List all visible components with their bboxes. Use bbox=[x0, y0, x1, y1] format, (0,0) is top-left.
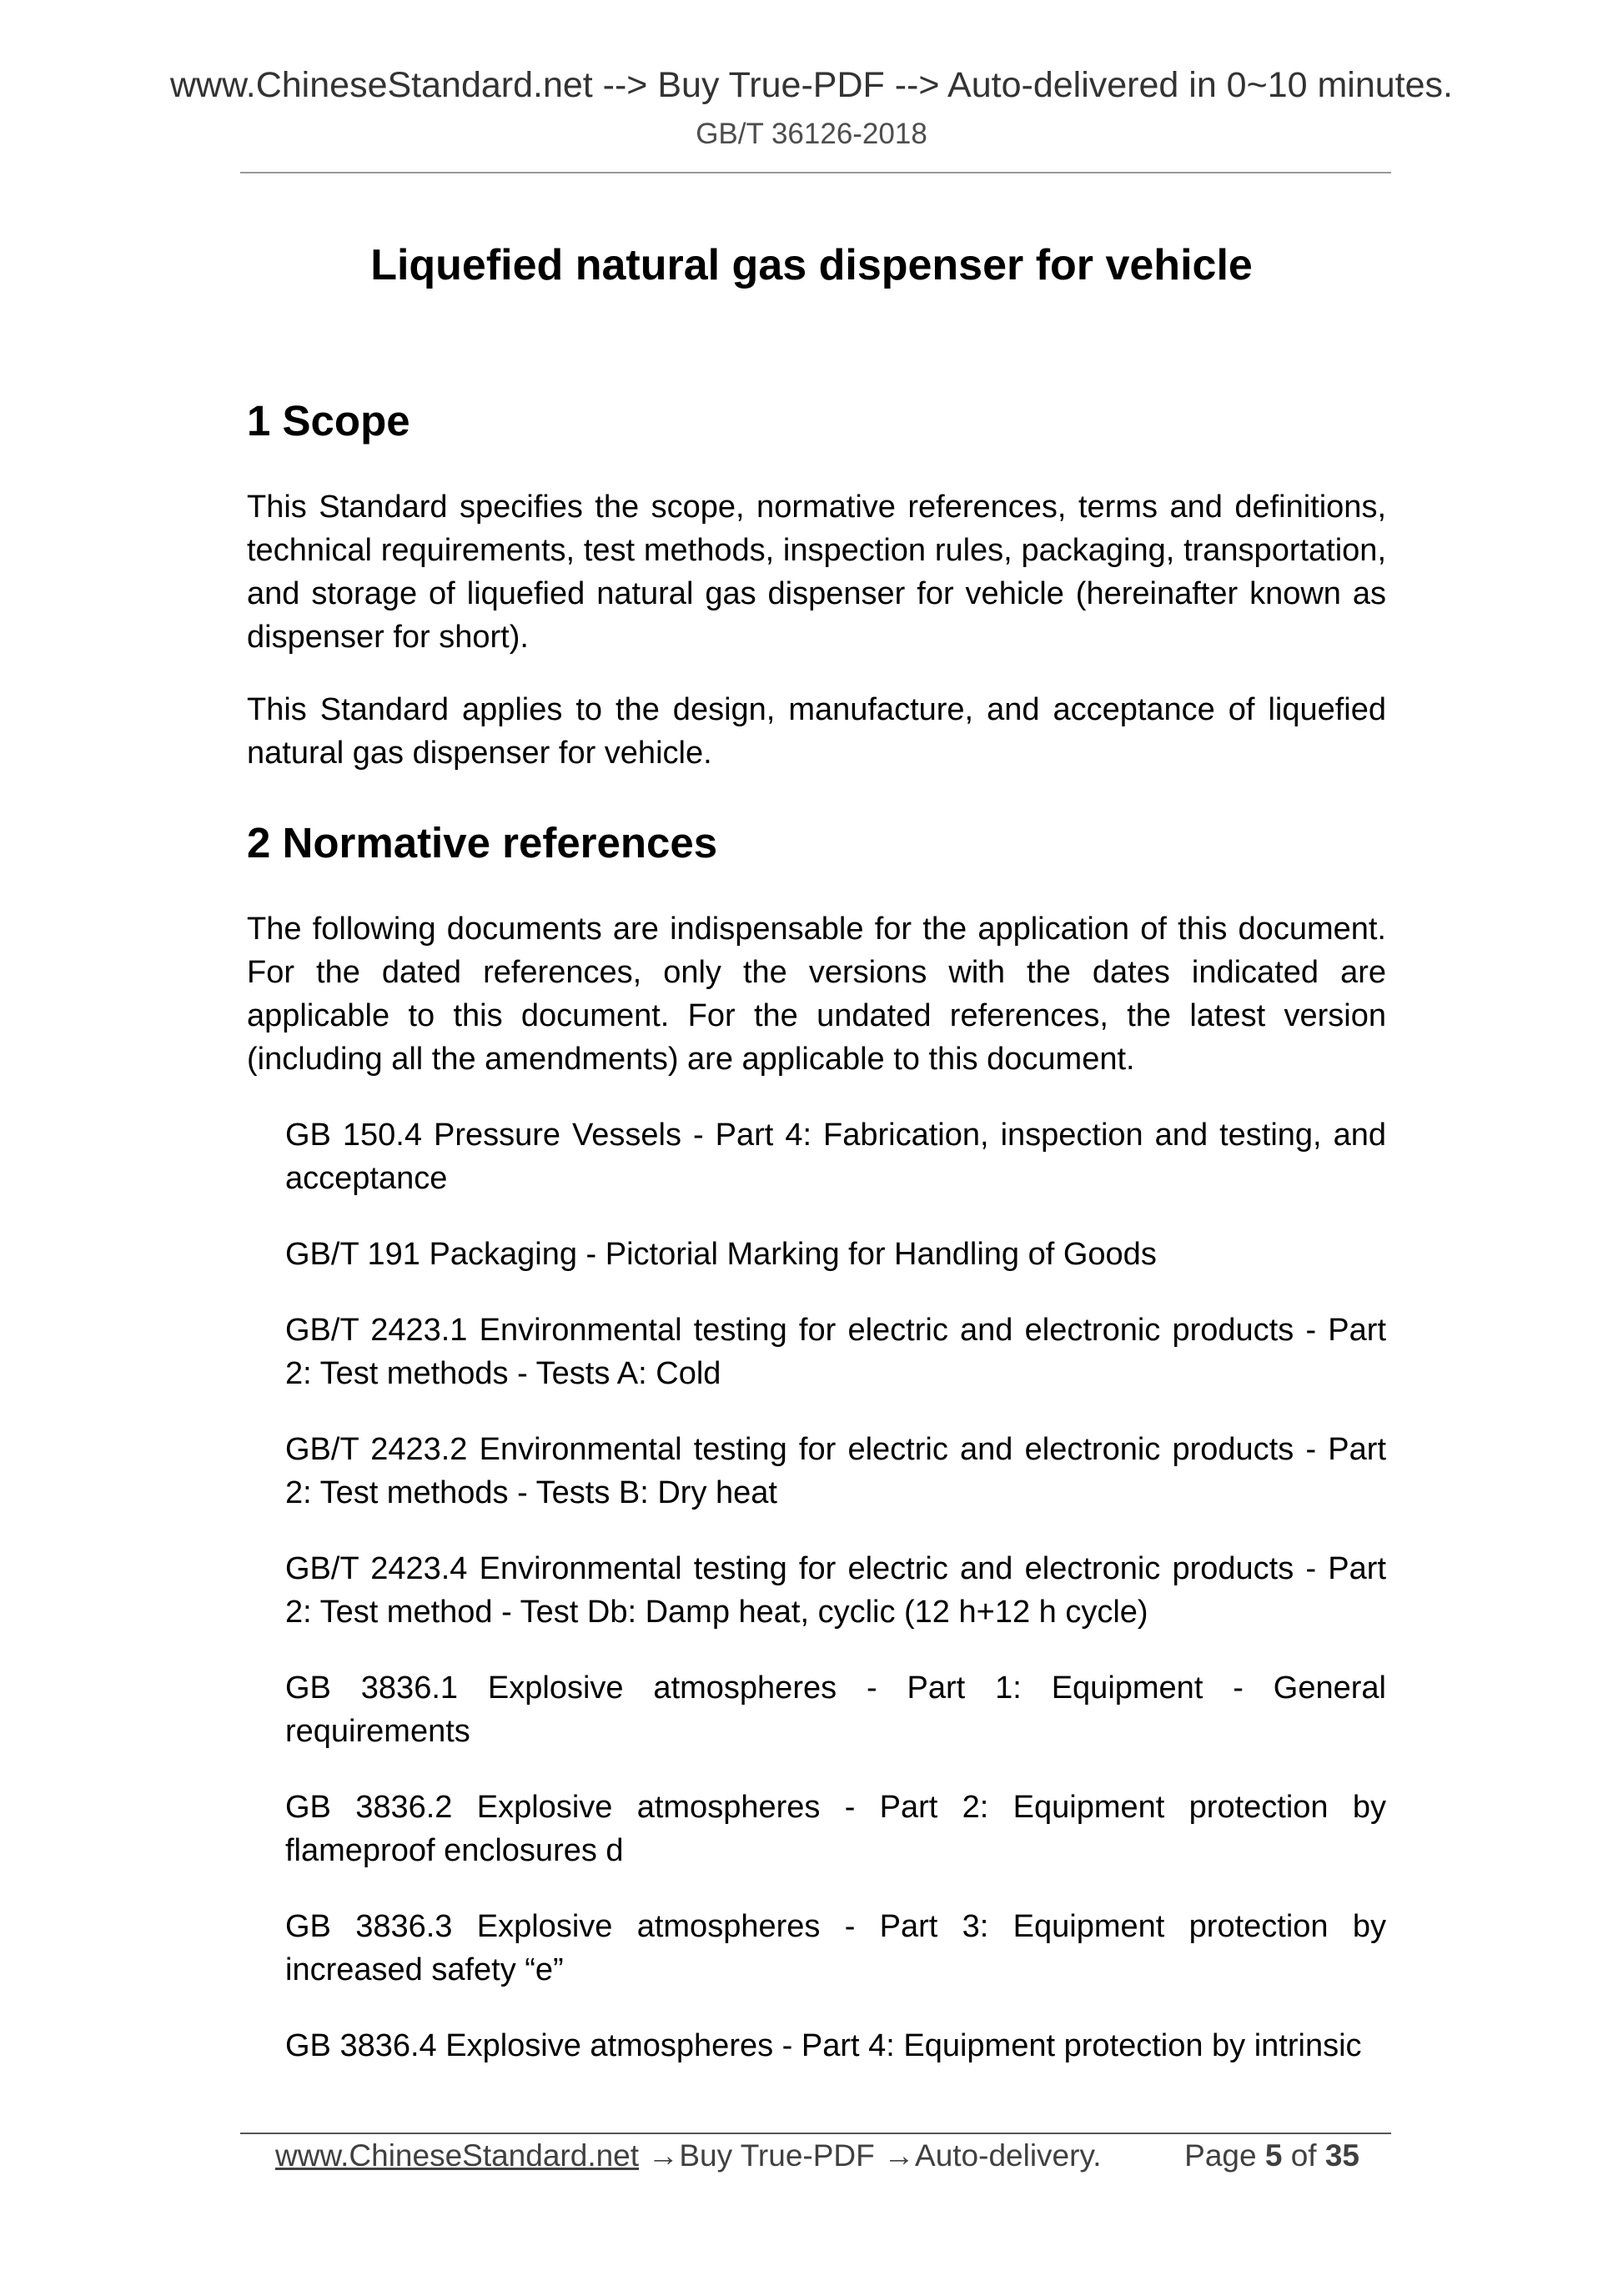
page-of-label: of bbox=[1290, 2138, 1317, 2173]
scope-paragraph-1: This Standard specifies the scope, normative references, terms and definitions, technical requirements, test methods, inspection rules, packaging, transportation, and storage of liquefied natural gas dispenser for vehicle (hereinafter known as dispenser for short). bbox=[247, 490, 1386, 655]
page-total: 35 bbox=[1324, 2138, 1359, 2173]
reference-item: GB 3836.3 Explosive atmospheres - Part 3: Equipment protection by increased safety “e” bbox=[285, 1909, 1386, 1987]
scope-paragraph-2: This Standard applies to the design, manufacture, and acceptance of liquefied natural gas dispenser for vehicle. bbox=[247, 692, 1386, 771]
reference-item: GB 3836.1 Explosive atmospheres - Part 1: Equipment - General requirements bbox=[285, 1671, 1386, 1749]
reference-item: GB/T 2423.4 Environmental testing for electric and electronic products - Part 2: Test method - Test Db: Damp heat, cyclic (12 h+12 h cycle) bbox=[285, 1551, 1386, 1630]
reference-item: GB/T 191 Packaging - Pictorial Marking for Handling of Goods bbox=[285, 1237, 1157, 1272]
section-heading-scope: 1 Scope bbox=[247, 397, 410, 445]
footer-delivery-text: Auto-delivery. bbox=[915, 2138, 1102, 2173]
header-divider bbox=[240, 172, 1391, 173]
arrow-right-icon: → bbox=[883, 2138, 915, 2173]
footer-divider bbox=[240, 2133, 1391, 2134]
page-label: Page bbox=[1184, 2138, 1257, 2173]
footer-site-link[interactable]: www.ChineseStandard.net bbox=[275, 2138, 640, 2173]
arrow-right-icon: → bbox=[647, 2138, 679, 2173]
page-current: 5 bbox=[1264, 2138, 1283, 2173]
normative-intro: The following documents are indispensable for the application of this document. For the dated references, only the versions with the dates indicated are applicable to this document. For the undated references, the latest version (including all the amendments) are applicable to this document. bbox=[247, 912, 1386, 1077]
document-body bbox=[247, 388, 1386, 2100]
reference-item: GB 3836.4 Explosive atmospheres - Part 4: Equipment protection by intrinsic bbox=[285, 2028, 1362, 2063]
page-number bbox=[1184, 2135, 1359, 2177]
reference-item: GB/T 2423.1 Environmental testing for electric and electronic products - Part 2: Test methods - Tests A: Cold bbox=[285, 1313, 1386, 1391]
page-footer bbox=[275, 2135, 1359, 2177]
reference-item: GB 150.4 Pressure Vessels - Part 4: Fabrication, inspection and testing, and acceptance bbox=[285, 1118, 1386, 1196]
footer-buy-text: Buy True-PDF bbox=[679, 2138, 875, 2173]
header-banner: www.ChineseStandard.net --> Buy True-PDF --> Auto-delivered in 0~10 minutes. bbox=[169, 65, 1453, 105]
reference-item: GB 3836.2 Explosive atmospheres - Part 2: Equipment protection by flameproof enclosures d bbox=[285, 1790, 1386, 1868]
standard-id: GB/T 36126-2018 bbox=[696, 118, 927, 150]
document-title: Liquefied natural gas dispenser for vehicle bbox=[370, 241, 1253, 289]
section-heading-normative: 2 Normative references bbox=[247, 819, 718, 867]
reference-item: GB/T 2423.2 Environmental testing for electric and electronic products - Part 2: Test methods - Tests B: Dry heat bbox=[285, 1432, 1386, 1510]
